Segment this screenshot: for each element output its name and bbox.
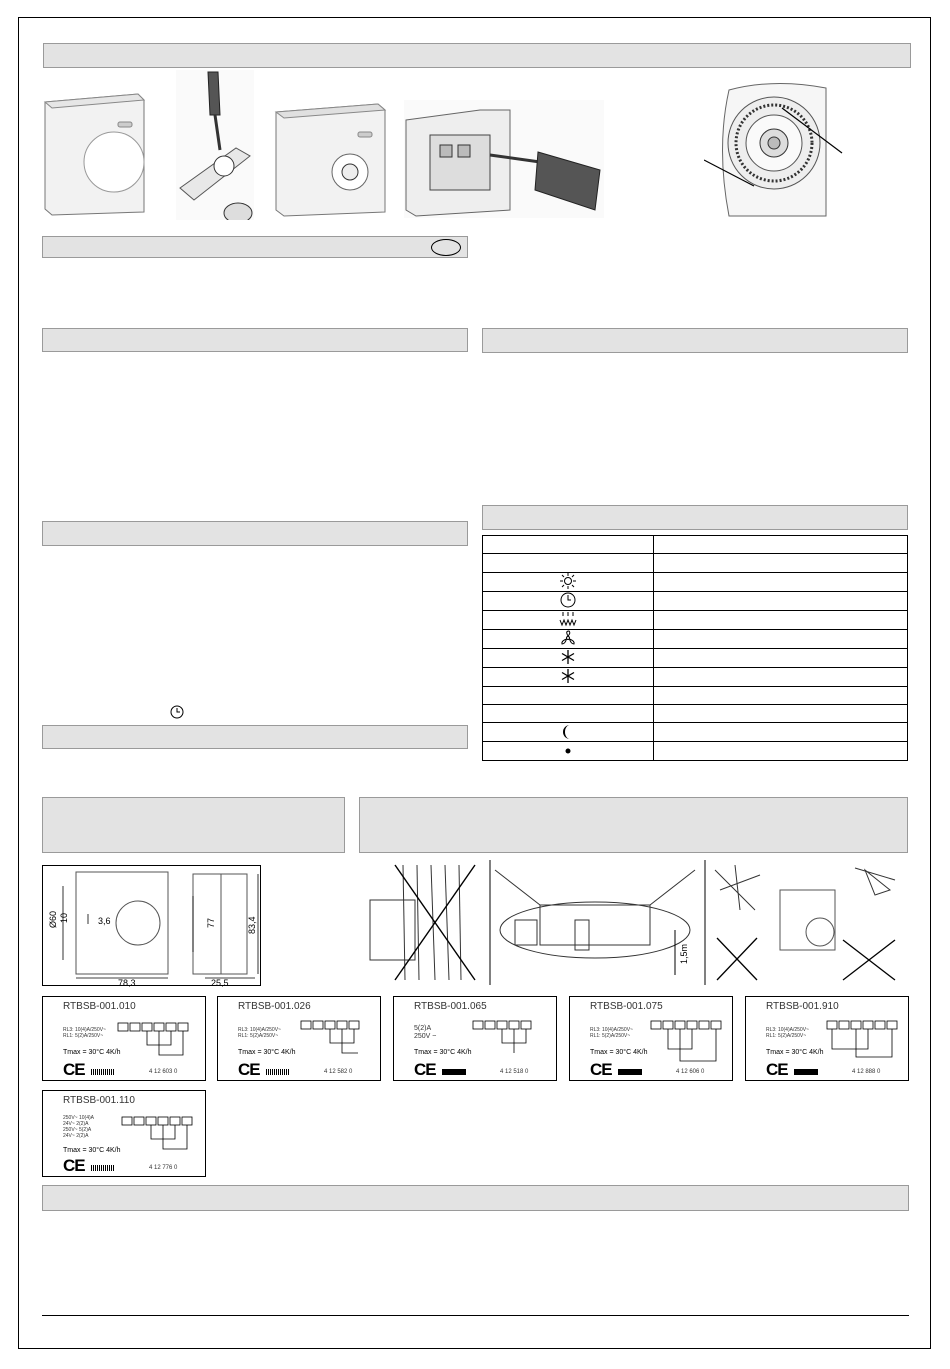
no-curtain-drawing xyxy=(370,865,475,980)
dimension-label-d1: Ø60 xyxy=(48,910,58,928)
wiring-code: 4 12 582 0 xyxy=(324,1069,353,1075)
wiring-diagram-5 xyxy=(745,996,909,1081)
wiring-model: RTBSB-001.075 xyxy=(590,1001,663,1012)
symbol-row xyxy=(483,742,908,761)
wiring-rating: 5(2)A 250V ~ xyxy=(414,1025,437,1040)
wiring-tmax: Tmax = 30°C 4K/h xyxy=(766,1049,824,1056)
terminal-block-image xyxy=(404,100,604,218)
fan-icon xyxy=(560,630,576,646)
top-title-bar xyxy=(43,43,911,68)
thermostat-open-image xyxy=(276,104,385,216)
symbol-row xyxy=(483,591,908,610)
wiring-diagram-3 xyxy=(393,996,557,1081)
section-bar-dimensions xyxy=(42,797,345,853)
symbol-row xyxy=(483,667,908,686)
ce-mark: CE xyxy=(63,1156,85,1175)
mounting-height-label: 1,5m xyxy=(679,943,689,964)
ce-mark: CE xyxy=(238,1060,260,1079)
symbol-row xyxy=(483,686,908,704)
barcode-icon xyxy=(91,1165,115,1171)
thermostat-front-image xyxy=(45,94,144,215)
dimension-label-d7: 25,5 xyxy=(211,978,229,987)
avoid-locations-drawing xyxy=(715,865,895,980)
wiring-code: 4 12 518 0 xyxy=(500,1069,529,1075)
dimension-label-d6: 83,4 xyxy=(247,916,257,934)
wiring-tmax: Tmax = 30°C 4K/h xyxy=(238,1049,296,1056)
wiring-diagram-1 xyxy=(42,996,206,1081)
wiring-model: RTBSB-001.010 xyxy=(63,1001,136,1012)
wiring-code: 4 12 606 0 xyxy=(676,1069,705,1075)
snowflake-icon xyxy=(560,668,576,684)
symbol-row xyxy=(483,536,908,554)
symbol-row xyxy=(483,648,908,667)
wiring-code: 4 12 888 0 xyxy=(852,1069,881,1075)
symbol-row xyxy=(483,572,908,591)
dot-icon xyxy=(563,746,573,756)
section-bar-language xyxy=(42,236,468,258)
wiring-model: RTBSB-001.910 xyxy=(766,1001,839,1012)
wiring-tmax: Tmax = 30°C 4K/h xyxy=(414,1049,472,1056)
wiring-model: RTBSB-001.065 xyxy=(414,1001,487,1012)
section-bar-installation xyxy=(359,797,908,853)
room-placement-drawing xyxy=(495,870,695,975)
dimension-label-d3: 3,6 xyxy=(98,916,111,926)
clock-icon xyxy=(560,592,576,608)
wiring-rating: RL3: 10(4)A/250V~ RL1: 5(2)A/250V~ xyxy=(590,1027,633,1039)
wiring-rating: RL3: 10(4)A/250V~ RL1: 5(2)A/250V~ xyxy=(63,1027,106,1039)
snowflake-icon xyxy=(560,649,576,665)
wiring-rating: RL3: 10(4)A/250V~ RL1: 5(2)A/250V~ xyxy=(766,1027,809,1039)
dimension-label-d2: 10 xyxy=(59,912,69,923)
wiring-code: 4 12 776 0 xyxy=(149,1165,178,1171)
footer-rule xyxy=(42,1315,909,1316)
section-bar-right-1 xyxy=(482,328,908,353)
wiring-tmax: Tmax = 30°C 4K/h xyxy=(63,1049,121,1056)
heating-icon xyxy=(559,611,577,627)
symbol-row xyxy=(483,723,908,742)
symbol-row xyxy=(483,704,908,722)
wiring-tmax: Tmax = 30°C 4K/h xyxy=(590,1049,648,1056)
wiring-rating: RL3: 10(4)A/250V~ RL1: 5(2)A/250V~ xyxy=(238,1027,281,1039)
symbol-row xyxy=(483,629,908,648)
language-oval xyxy=(431,239,461,256)
section-bar-left-2 xyxy=(42,328,468,352)
wiring-model: RTBSB-001.026 xyxy=(238,1001,311,1012)
symbol-row xyxy=(483,554,908,572)
knob-removal-image xyxy=(176,70,254,220)
barcode-icon xyxy=(794,1069,818,1075)
wiring-rating: 250V~ 10(4)A 24V~ 2(2)A 250V~ 5(2)A 24V~ 2(2)A xyxy=(63,1115,94,1139)
dimension-label-d5: 77 xyxy=(206,917,216,928)
ce-mark: CE xyxy=(63,1060,85,1079)
symbol-row xyxy=(483,610,908,629)
sun-icon xyxy=(560,573,576,589)
installation-drawings xyxy=(365,860,910,985)
clock-icon xyxy=(170,705,184,719)
wiring-diagram-2 xyxy=(217,996,381,1081)
barcode-icon xyxy=(91,1069,115,1075)
symbol-table xyxy=(482,535,908,761)
dimension-label-d4: 78,3 xyxy=(118,978,136,987)
product-illustrations xyxy=(40,70,610,220)
dimension-drawing xyxy=(42,865,261,986)
section-bar-symbols xyxy=(482,505,908,530)
wiring-tmax: Tmax = 30°C 4K/h xyxy=(63,1147,121,1154)
wiring-model: RTBSB-001.110 xyxy=(63,1095,135,1106)
wiring-diagram-6 xyxy=(42,1090,206,1177)
section-bar-bottom xyxy=(42,1185,909,1211)
section-bar-left-4 xyxy=(42,725,468,749)
wiring-diagram-4 xyxy=(569,996,733,1081)
barcode-icon xyxy=(266,1069,290,1075)
ce-mark: CE xyxy=(414,1060,436,1079)
section-bar-left-3 xyxy=(42,521,468,546)
moon-icon xyxy=(561,724,575,740)
knob-detail-image xyxy=(704,78,854,223)
wiring-code: 4 12 603 0 xyxy=(149,1069,178,1075)
barcode-icon xyxy=(442,1069,466,1075)
ce-mark: CE xyxy=(766,1060,788,1079)
barcode-icon xyxy=(618,1069,642,1075)
ce-mark: CE xyxy=(590,1060,612,1079)
